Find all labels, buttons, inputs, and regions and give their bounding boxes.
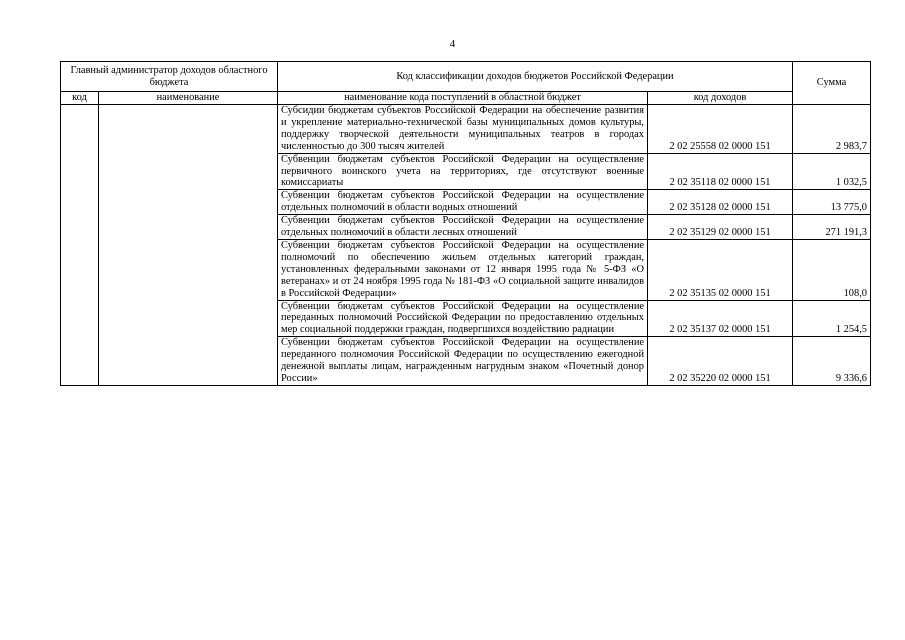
sum-cell: 108,0 (793, 239, 871, 300)
income-code-cell: 2 02 35118 02 0000 151 (648, 153, 793, 190)
sum-cell: 271 191,3 (793, 215, 871, 240)
table-body (61, 105, 871, 386)
table-row (61, 105, 871, 154)
income-name-cell: Субсидии бюджетам субъектов Российской Федерации на обеспечение развития и укрепление материально-технической базы муниципальных домов культуры, поддержку творческой деятельности муниципальных театров в городах численностью до 300 тысяч жителей (278, 105, 648, 154)
income-code-cell: 2 02 35129 02 0000 151 (648, 215, 793, 240)
income-name-cell: Субвенции бюджетам субъектов Российской Федерации на осуществление переданного полномочия Российской Федерации по осуществлению ежегодной денежной выплаты лицам, награжденным нагрудным знаком «Почетный донор России» (278, 337, 648, 386)
sum-cell: 1 254,5 (793, 300, 871, 337)
header-admin-name: наименование (99, 92, 278, 105)
sum-cell: 2 983,7 (793, 105, 871, 154)
header-sum: Сумма (793, 62, 871, 105)
sum-cell: 1 032,5 (793, 153, 871, 190)
header-income-name: наименование кода поступлений в областной бюджет (278, 92, 648, 105)
income-name-cell: Субвенции бюджетам субъектов Российской Федерации на осуществление переданных полномочий Российской Федерации по предоставлению отдельных мер социальной поддержки граждан, подвергшихся воздействию радиации (278, 300, 648, 337)
header-admin-code: код (61, 92, 99, 105)
table-header-row-2 (61, 92, 871, 105)
admin-code-cell (61, 105, 99, 386)
income-code-cell: 2 02 35137 02 0000 151 (648, 300, 793, 337)
sum-cell: 13 775,0 (793, 190, 871, 215)
income-name-cell: Субвенции бюджетам субъектов Российской Федерации на осуществление первичного воинского учета на территориях, где отсутствуют военные комиссариаты (278, 153, 648, 190)
income-code-cell: 2 02 35128 02 0000 151 (648, 190, 793, 215)
header-admin-group: Главный администратор доходов областного бюджета (61, 62, 278, 92)
income-code-cell: 2 02 25558 02 0000 151 (648, 105, 793, 154)
income-name-cell: Субвенции бюджетам субъектов Российской Федерации на осуществление отдельных полномочий в области лесных отношений (278, 215, 648, 240)
income-code-cell: 2 02 35135 02 0000 151 (648, 239, 793, 300)
sum-cell: 9 336,6 (793, 337, 871, 386)
page-number: 4 (449, 38, 456, 50)
table-header-row-1 (61, 62, 871, 92)
admin-name-cell (99, 105, 278, 386)
income-name-cell: Субвенции бюджетам субъектов Российской Федерации на осуществление полномочий по обеспечению жильем отдельных категорий граждан, установленных федеральными законами от 12 января 1995 года № 5-ФЗ «О ветеранах» и от 24 ноября 1995 года № 181-ФЗ «О социальной защите инвалидов в Российской Федерации» (278, 239, 648, 300)
header-income-code: код доходов (648, 92, 793, 105)
budget-income-table (60, 61, 871, 386)
header-classification-group: Код классификации доходов бюджетов Российской Федерации (278, 62, 793, 92)
income-name-cell: Субвенции бюджетам субъектов Российской Федерации на осуществление отдельных полномочий в области водных отношений (278, 190, 648, 215)
income-code-cell: 2 02 35220 02 0000 151 (648, 337, 793, 386)
